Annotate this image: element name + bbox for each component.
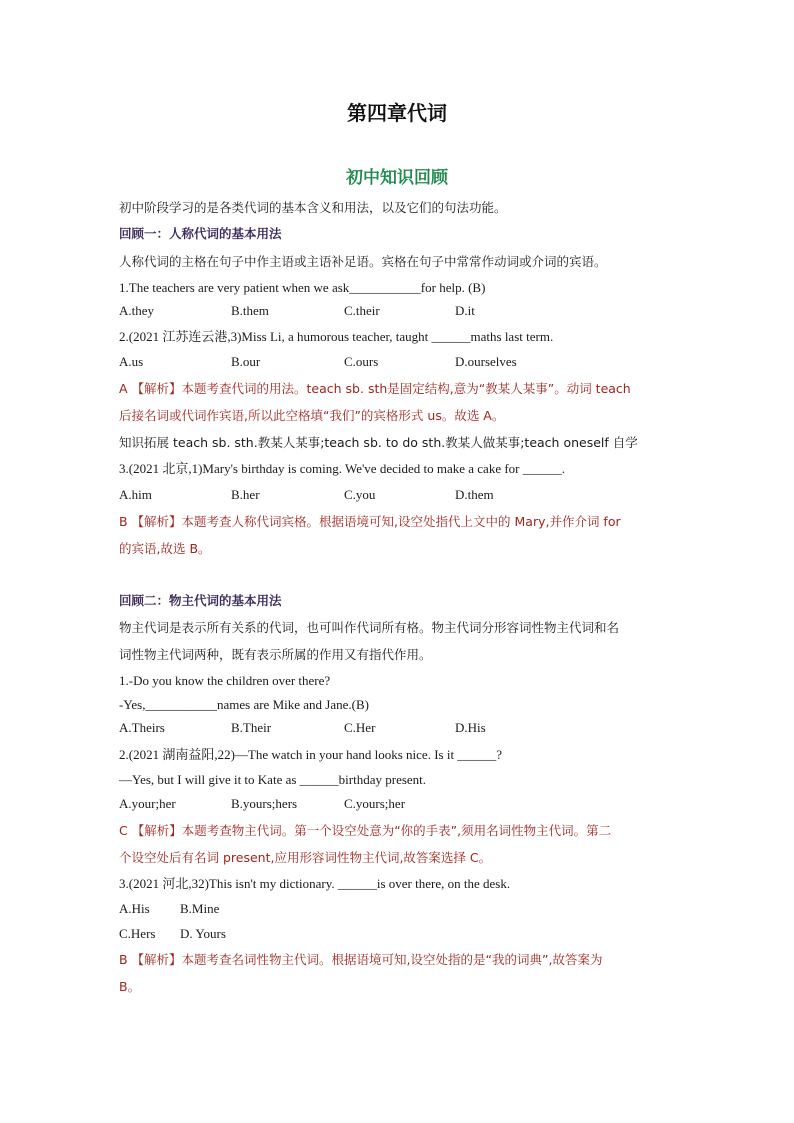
question-stem: 1.-Do you know the children over there? xyxy=(119,673,331,688)
section-description: 词性物主代词两种，既有表示所属的作用又有指代作用。 xyxy=(119,647,432,662)
answer-explanation: 的宾语,故选 B。 xyxy=(119,541,211,556)
section-heading: 回顾一：人称代词的基本用法 xyxy=(119,226,282,241)
answer-explanation: B 【解析】本题考查名词性物主代词。根据语境可知,设空处指的是“我的词典”,故答案为 xyxy=(119,952,603,967)
section-subtitle: 初中知识回顾 xyxy=(346,168,448,188)
option: D.it xyxy=(455,303,475,318)
option: A.your;her xyxy=(119,796,176,811)
option: C.yours;her xyxy=(344,796,406,811)
question-stem: 2.(2021 湖南益阳,22)—The watch in your hand looks nice. Is it ______? xyxy=(119,747,503,762)
option: A.His xyxy=(119,901,150,916)
option: C.their xyxy=(344,303,380,318)
answer-explanation: 个设空处后有名词 present,应用形容词性物主代词,故答案选择 C。 xyxy=(119,850,492,865)
option: B.them xyxy=(231,303,269,318)
question-stem: 2.(2021 江苏连云港,3)Miss Li, a humorous teacher, taught ______maths last term. xyxy=(119,329,554,344)
question-stem: 3.(2021 北京,1)Mary's birthday is coming. We've decided to make a cake for ______. xyxy=(119,461,566,476)
answer-explanation: A 【解析】本题考查代词的用法。teach sb. sth是固定结构,意为“教某人某事”。动词 teach xyxy=(119,381,631,396)
option: A.Theirs xyxy=(119,720,165,735)
intro-text: 初中阶段学习的是各类代词的基本含义和用法，以及它们的句法功能。 xyxy=(119,200,507,215)
section-heading: 回顾二：物主代词的基本用法 xyxy=(119,593,282,608)
option: D.His xyxy=(455,720,486,735)
section-description: 物主代词是表示所有关系的代词，也可叫作代词所有格。物主代词分形容词性物主代词和名 xyxy=(119,620,620,635)
answer-explanation: 后接名词或代词作宾语,所以此空格填“我们”的宾格形式 us。故选 A。 xyxy=(119,408,505,423)
answer-explanation: B 【解析】本题考查人称代词宾格。根据语境可知,设空处指代上文中的 Mary,并作介词 for xyxy=(119,514,621,529)
option: B.Their xyxy=(231,720,272,735)
question-stem: 1.The teachers are very patient when we ask___________for help. (B) xyxy=(119,280,486,295)
question-stem: 3.(2021 河北,32)This isn't my dictionary. ______is over there, on the desk. xyxy=(119,876,511,891)
knowledge-extension: 知识拓展 teach sb. sth.教某人某事;teach sb. to do sth.教某人做某事;teach oneself 自学 xyxy=(119,435,638,450)
option: B.yours;hers xyxy=(231,796,298,811)
question-stem: -Yes,___________names are Mike and Jane.(B) xyxy=(119,697,369,712)
option: B.Mine xyxy=(180,901,220,916)
answer-explanation: C 【解析】本题考查物主代词。第一个设空处意为“你的手表”,须用名词性物主代词。第二 xyxy=(119,823,612,838)
option: C.Hers xyxy=(119,926,156,941)
option: A.him xyxy=(119,487,152,502)
option: C.you xyxy=(344,487,376,502)
question-stem: —Yes, but I will give it to Kate as ______birthday present. xyxy=(119,772,427,787)
option: D.them xyxy=(455,487,494,502)
option: A.they xyxy=(119,303,155,318)
option: C.ours xyxy=(344,354,379,369)
option: D.ourselves xyxy=(455,354,517,369)
option: B.her xyxy=(231,487,260,502)
section-description: 人称代词的主格在句子中作主语或主语补足语。宾格在句子中常常作动词或介词的宾语。 xyxy=(119,254,607,269)
option: A.us xyxy=(119,354,144,369)
option: C.Her xyxy=(344,720,376,735)
answer-explanation: B。 xyxy=(119,979,141,994)
option: B.our xyxy=(231,354,261,369)
chapter-title: 第四章代词 xyxy=(347,101,447,125)
option: D. Yours xyxy=(180,926,226,941)
